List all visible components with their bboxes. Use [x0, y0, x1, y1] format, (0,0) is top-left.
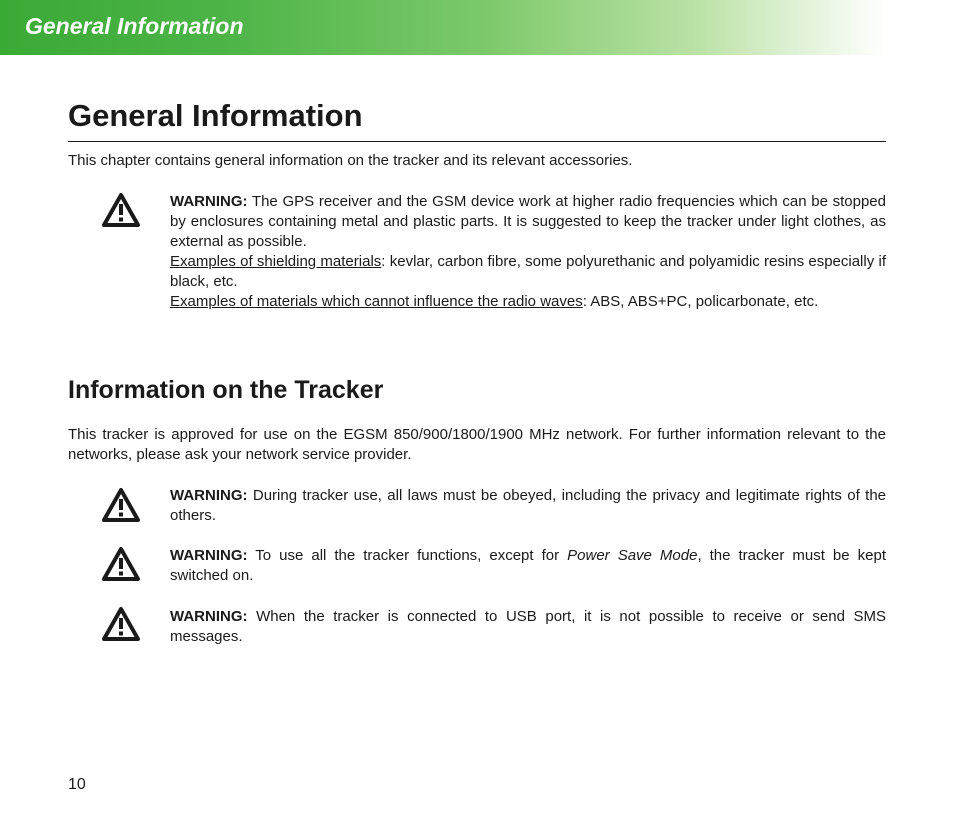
radio-materials-heading: Examples of materials which cannot influence the radio waves [170, 293, 583, 310]
warning-label: WARNING: [170, 608, 248, 625]
warning-triangle-icon [101, 192, 141, 228]
tracker-paragraph: This tracker is approved for use on the EGSM 850/900/1800/1900 MHz network. For further information relevant to the networks, please ask your network service provider. [68, 426, 886, 463]
page-number: 10 [68, 776, 86, 793]
banner-title: General Information [25, 13, 244, 39]
warning-text-before: To use all the tracker functions, except for [247, 547, 568, 564]
warning-block-usb [170, 607, 886, 647]
warning-label: WARNING: [170, 547, 248, 564]
page-title: General Information [68, 98, 363, 133]
warning-block-switched-on [170, 546, 886, 586]
title-divider [68, 141, 886, 142]
radio-materials-text: : ABS, ABS+PC, policarbonate, etc. [582, 293, 819, 310]
shielding-materials-text: : kevlar, carbon fibre, some polyurethanic and polyamidic resins especially if black, etc. [170, 253, 886, 290]
warning-label: WARNING: [170, 193, 248, 210]
warning-text-after: , the tracker must be kept switched on. [170, 547, 886, 584]
warning-triangle-icon [101, 606, 141, 642]
warning-triangle-icon [101, 487, 141, 523]
shielding-materials-heading: Examples of shielding materials [170, 253, 382, 270]
warning-label: WARNING: [170, 487, 248, 504]
warning-block-laws [170, 486, 886, 526]
warning-block-shielding [170, 192, 886, 312]
warning-text: When the tracker is connected to USB port, it is not possible to receive or send SMS messages. [170, 608, 886, 645]
intro-paragraph: This chapter contains general information on the tracker and its relevant accessories. [68, 152, 633, 169]
power-save-mode-term: Power Save Mode [567, 547, 698, 564]
warning-text: During tracker use, all laws must be obeyed, including the privacy and legitimate rights of the others. [170, 487, 886, 524]
warning-triangle-icon [101, 546, 141, 582]
warning-text: The GPS receiver and the GSM device work at higher radio frequencies which can be stopped by enclosures containing metal and plastic parts. It is suggested to keep the tracker under light clothes, as external as possible. [170, 193, 886, 250]
section-banner [0, 0, 886, 55]
section-heading-tracker: Information on the Tracker [68, 376, 384, 404]
